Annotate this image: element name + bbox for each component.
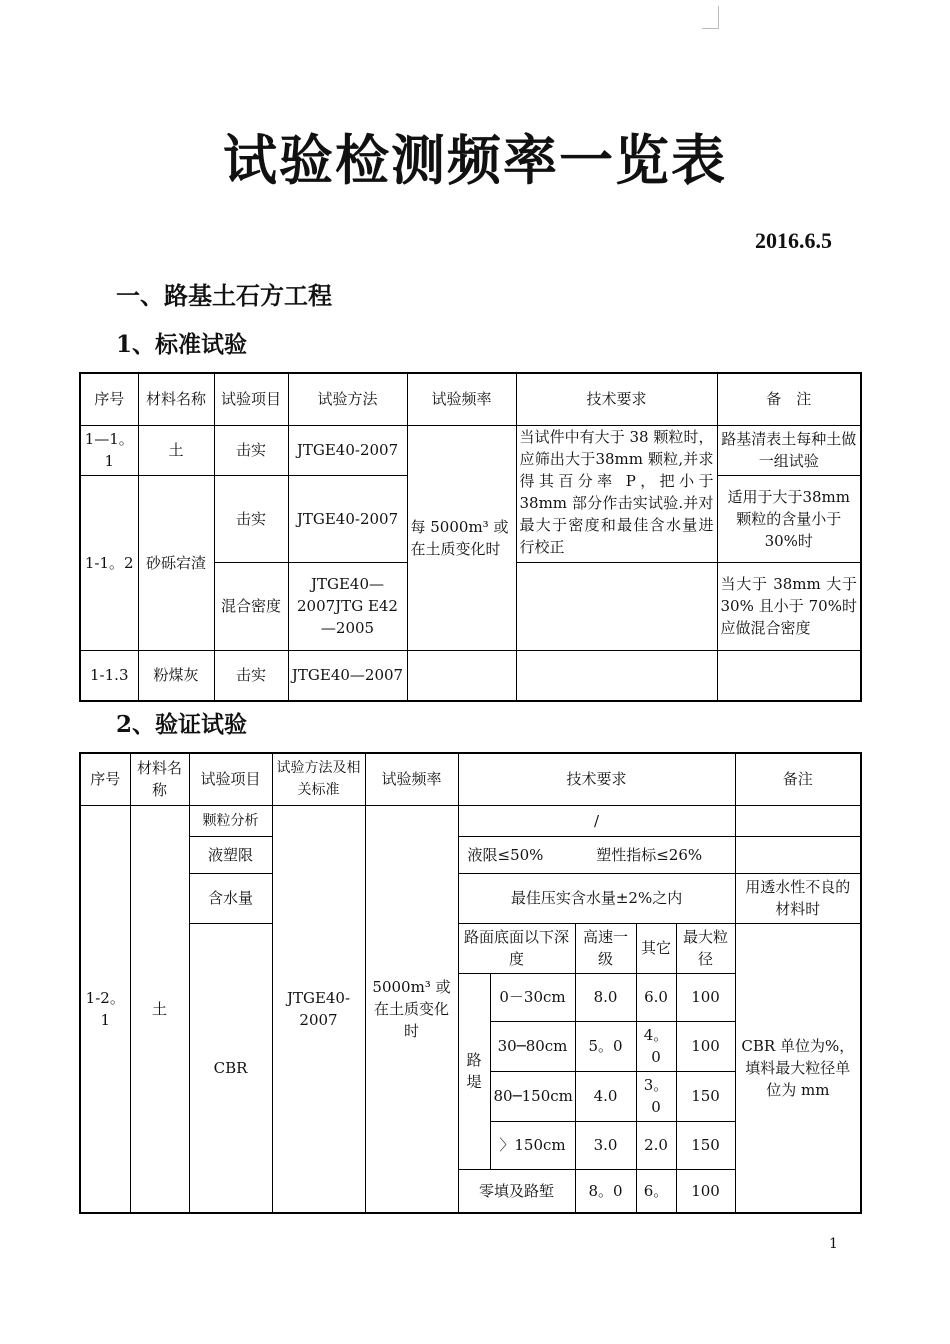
test-method: JTGE40-2007 — [272, 805, 365, 1213]
test-item: CBR — [189, 923, 272, 1213]
material-name: 砂砾宕渣 — [138, 475, 214, 650]
technical-requirement: 最佳压实含水量±2%之内 — [458, 873, 735, 923]
test-item: 颗粒分析 — [189, 805, 272, 836]
remark: CBR 单位为%，填料最大粒径单位为 mm — [735, 923, 861, 1213]
table-row — [80, 805, 861, 836]
cbr-max-size: 100 — [676, 1021, 735, 1071]
table-row — [80, 650, 861, 701]
header-cell: 试验项目 — [189, 753, 272, 805]
technical-requirement: 当试件中有大于 38 颗粒时，应筛出大于38mm 颗粒,并求得其百分率 P，把小于 38mm 部分作击实试验.并对最大于密度和最佳含水量进行校正 — [516, 425, 717, 562]
test-item: 击实 — [214, 425, 288, 475]
cbr-max-size: 100 — [676, 1169, 735, 1213]
technical-requirement-empty — [516, 562, 717, 650]
header-cell: 材料名称 — [130, 753, 189, 805]
cbr-other: 4。0 — [636, 1021, 676, 1071]
table-row — [80, 836, 861, 873]
test-frequency: 每 5000m³ 或在土质变化时 — [407, 425, 516, 650]
header-cell: 试验方法 — [288, 373, 407, 425]
cbr-other: 3。0 — [636, 1071, 676, 1121]
header-cell: 备注 — [735, 753, 861, 805]
verification-test-heading: 2、验证试验 — [116, 711, 248, 738]
header-cell: 技术要求 — [458, 753, 735, 805]
plasticity-index-requirement: 塑性指标≤26% — [596, 845, 703, 864]
cbr-depth: 80─150cm — [490, 1071, 575, 1121]
row-number: 1—1。1 — [80, 425, 138, 475]
remark: 用透水性不良的材料时 — [735, 873, 861, 923]
test-item: 击实 — [214, 650, 288, 701]
verification-test-table — [79, 752, 862, 1214]
technical-requirement — [458, 836, 735, 873]
test-item: 混合密度 — [214, 562, 288, 650]
standard-test-heading: 1、标准试验 — [116, 331, 248, 358]
header-cell: 序号 — [80, 373, 138, 425]
test-item: 击实 — [214, 475, 288, 562]
material-name: 粉煤灰 — [138, 650, 214, 701]
cbr-depth: 0－30cm — [490, 973, 575, 1021]
technical-requirement: / — [458, 805, 735, 836]
remark-empty — [717, 650, 861, 701]
test-item: 含水量 — [189, 873, 272, 923]
cbr-highway: 8.0 — [575, 973, 636, 1021]
header-cell: 试验频率 — [407, 373, 516, 425]
cbr-max-size: 150 — [676, 1071, 735, 1121]
test-frequency-empty — [407, 650, 516, 701]
table-row — [80, 425, 861, 475]
header-cell: 序号 — [80, 753, 130, 805]
technical-requirement-empty — [516, 650, 717, 701]
standard-test-table — [79, 372, 862, 702]
remark-empty — [735, 836, 861, 873]
cbr-highway: 5。0 — [575, 1021, 636, 1071]
header-cell: 材料名称 — [138, 373, 214, 425]
test-method: JTGE40-2007 — [288, 425, 407, 475]
cbr-max-size: 150 — [676, 1121, 735, 1169]
row-number: 1-1。2 — [80, 475, 138, 650]
row-number: 1-2。1 — [80, 805, 130, 1213]
cbr-highway: 4.0 — [575, 1071, 636, 1121]
test-method: JTGE40-2007 — [288, 475, 407, 562]
cbr-depth: 零填及路堑 — [458, 1169, 575, 1213]
cbr-max-size: 100 — [676, 973, 735, 1021]
embankment-label: 路堤 — [458, 973, 490, 1169]
remark: 路基清表土每种土做一组试验 — [717, 425, 861, 475]
cbr-header-row — [80, 923, 861, 973]
section-heading: 一、路基土石方工程 — [116, 281, 332, 310]
cbr-col-header: 其它 — [636, 923, 676, 973]
table-row — [80, 873, 861, 923]
header-cell: 备 注 — [717, 373, 861, 425]
remark-empty — [735, 805, 861, 836]
material-name: 土 — [130, 805, 189, 1213]
cbr-highway: 8。0 — [575, 1169, 636, 1213]
corner-crop-mark — [702, 6, 719, 29]
document-title: 试验检测频率一览表 — [223, 129, 727, 192]
cbr-col-header: 高速一级 — [575, 923, 636, 973]
document-date: 2016.6.5 — [755, 228, 832, 253]
cbr-col-header: 路面底面以下深度 — [458, 923, 575, 973]
header-cell: 试验频率 — [365, 753, 458, 805]
header-cell: 技术要求 — [516, 373, 717, 425]
table-header-row — [80, 373, 861, 425]
remark: 适用于大于38mm 颗粒的含量小于 30%时 — [717, 475, 861, 562]
page-number: 1 — [829, 1236, 838, 1252]
header-cell: 试验项目 — [214, 373, 288, 425]
remark: 当大于 38mm 大于 30% 且小于 70%时应做混合密度 — [717, 562, 861, 650]
test-method: JTGE40—2007JTG E42—2005 — [288, 562, 407, 650]
cbr-col-header: 最大粒径 — [676, 923, 735, 973]
cbr-other: 6.0 — [636, 973, 676, 1021]
test-frequency: 5000m³ 或在土质变化时 — [365, 805, 458, 1213]
header-cell: 试验方法及相关标准 — [272, 753, 365, 805]
cbr-other: 6。 — [636, 1169, 676, 1213]
liquid-limit-requirement: 液限≤50% — [467, 845, 544, 864]
test-method: JTGE40—2007 — [288, 650, 407, 701]
test-item: 液塑限 — [189, 836, 272, 873]
row-number: 1-1.3 — [80, 650, 138, 701]
cbr-highway: 3.0 — [575, 1121, 636, 1169]
material-name: 土 — [138, 425, 214, 475]
table-header-row — [80, 753, 861, 805]
cbr-other: 2.0 — [636, 1121, 676, 1169]
cbr-depth: 〉150cm — [490, 1121, 575, 1169]
cbr-depth: 30─80cm — [490, 1021, 575, 1071]
